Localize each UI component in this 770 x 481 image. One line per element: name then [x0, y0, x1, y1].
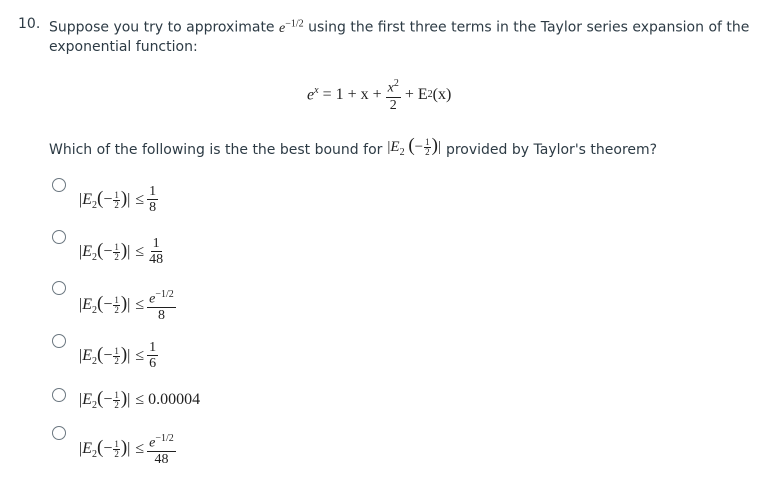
- answer-radio-2[interactable]: [52, 230, 66, 244]
- answer-option-1: $|E_2(-$ $\frac{1}{2}$ )| ≤ $\frac{1}{8}$: [79, 184, 157, 215]
- question-exp-expression: $e^{-1/2}$: [279, 18, 304, 36]
- answer-radio-3[interactable]: [52, 281, 66, 295]
- taylor-equation: $e^x$ = 1 + x + $\frac{x^2}{2}$ + E 2 (x): [307, 78, 452, 113]
- question-prompt: [49, 136, 657, 163]
- answer-radio-1[interactable]: [52, 178, 66, 192]
- answer-option-3: $|E_2(-$ $\frac{1}{2}$ )| ≤ $\frac{e^{-1/2}}{8}$: [79, 289, 174, 323]
- answer-option-2: $|E_2(-$ $\frac{1}{2}$ )| ≤ $\frac{1}{48}$: [79, 236, 164, 267]
- answer-radio-6[interactable]: [52, 426, 66, 440]
- answer-radio-5[interactable]: [52, 388, 66, 402]
- question-line-2: exponential function:: [49, 39, 198, 55]
- answer-radio-4[interactable]: [52, 334, 66, 348]
- question-number: 10.: [18, 16, 41, 32]
- question-line-1-rest: using the first three terms in the Taylor series expansion of the: [308, 19, 750, 36]
- answer-option-5: $|E_2(-$ $\frac{1}{2}$ )| ≤ 0.00004: [79, 388, 201, 412]
- prompt-text-b: provided by Taylor's theorem?: [445, 141, 658, 158]
- answer-option-6: $|E_2(-$ $\frac{1}{2}$ )| ≤ $\frac{e^{-1/2}}{48}$: [79, 433, 174, 467]
- prompt-math: $|E_2$ (− $\frac{1}{2}$ )|: [387, 135, 441, 158]
- answer-option-4: $|E_2(-$ $\frac{1}{2}$ )| ≤ $\frac{1}{6}$: [79, 340, 157, 371]
- prompt-text-a: Which of the following is the the best bound for: [49, 141, 383, 158]
- question-line-1-text: Suppose you try to approximate: [49, 19, 275, 36]
- question-line-1: [49, 14, 749, 39]
